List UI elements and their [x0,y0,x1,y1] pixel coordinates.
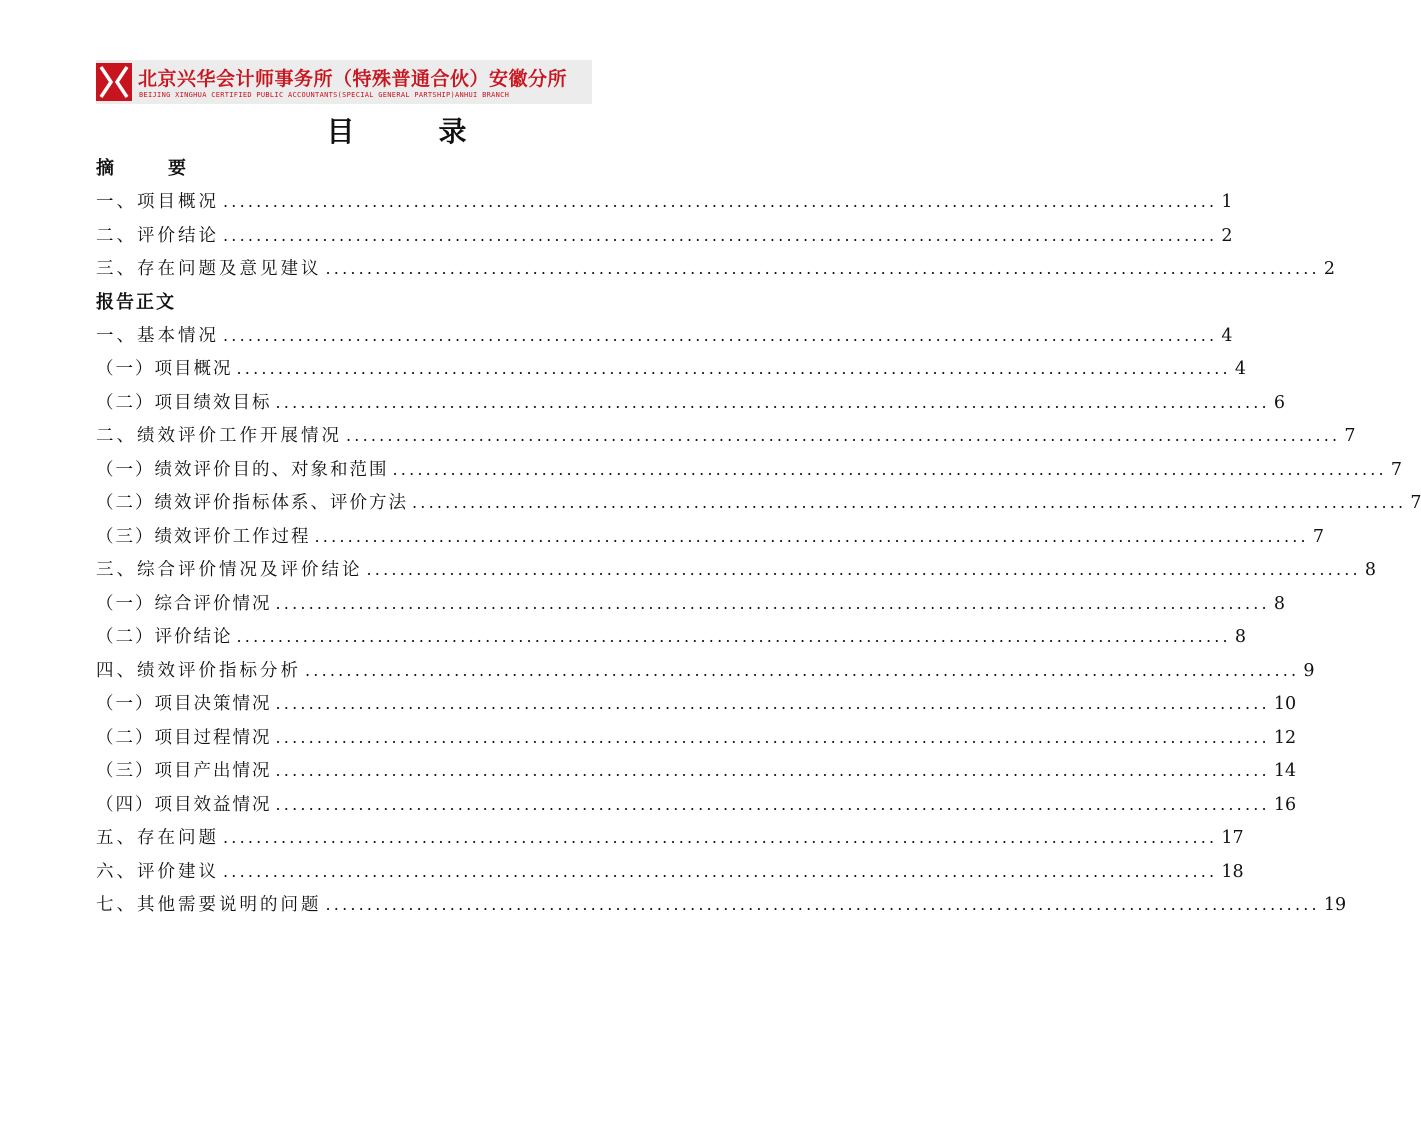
dot-leader: ........................................................................................................................ [275,794,1270,814]
firm-name-en: BEIJING XINGHUA CERTIFIED PUBLIC ACCOUNTANTS(SPECIAL GENERAL PARTSHIP)ANHUI BRANCH [139,91,510,99]
dot-leader: ........................................................................................................................ [325,895,1320,914]
dot-leader: ........................................................................................................................ [223,861,1218,881]
toc-entry[interactable] [96,386,1285,420]
toc-entry-page: 2 [1221,225,1233,246]
dot-leader: ........................................................................................................................ [346,426,1341,445]
dot-leader: ........................................................................................................................ [275,593,1270,613]
toc-entry-label: 四、绩效评价指标分析 [96,660,301,681]
toc-entry-label: 一、基本情况 [96,325,219,346]
dot-leader: ........................................................................................................................ [223,225,1218,245]
dot-leader: ........................................................................................................................ [305,660,1300,680]
summary-list [96,185,1335,286]
toc-entry-page: 7 [1312,526,1324,547]
dot-leader: ........................................................................................................................ [325,259,1320,278]
body-heading: 报告正文 [96,291,176,313]
toc-entry[interactable] [96,855,1244,889]
toc-entry[interactable] [96,486,1421,520]
toc-entry[interactable] [96,888,1347,922]
toc-entry-label: （二）项目过程情况 [96,727,272,748]
toc-entry-page: 8 [1234,627,1246,647]
table-of-contents [96,152,1421,922]
toc-entry[interactable] [96,520,1324,554]
toc-entry-label: 七、其他需要说明的问题 [96,895,322,915]
toc-entry[interactable] [96,687,1297,721]
toc-entry[interactable] [96,654,1315,688]
toc-entry-label: （二）项目绩效目标 [96,392,272,413]
toc-entry-label: （一）项目概况 [96,359,233,379]
toc-entry-page: 10 [1273,694,1297,714]
dot-leader: ........................................................................................................................ [392,459,1387,479]
toc-entry-page: 7 [1390,459,1402,480]
toc-entry[interactable] [96,352,1246,386]
dot-leader: ........................................................................................................................ [412,493,1407,512]
dot-leader: ........................................................................................................................ [275,727,1270,747]
toc-entry-label: （四）项目效益情况 [96,794,272,815]
dot-leader: ........................................................................................................................ [223,325,1218,345]
toc-entry-page: 16 [1273,794,1297,815]
dot-leader: ........................................................................................................................ [223,192,1218,211]
letterhead [96,60,592,104]
toc-title: 目 录 [326,115,495,148]
toc-entry-page: 1 [1221,192,1233,212]
toc-entry-page: 7 [1344,426,1356,446]
dot-leader: ........................................................................................................................ [366,560,1361,579]
toc-entry-page: 2 [1323,259,1335,279]
toc-entry[interactable] [96,419,1356,453]
toc-entry-label: （二）绩效评价指标体系、评价方法 [96,493,408,513]
toc-entry[interactable] [96,754,1297,788]
toc-entry[interactable] [96,252,1335,286]
toc-entry[interactable] [96,721,1297,755]
xinghua-logo-icon [96,63,132,101]
dot-leader: ........................................................................................................................ [275,694,1270,713]
toc-entry-page: 12 [1273,727,1297,748]
toc-entry-page: 8 [1273,593,1285,614]
body-list [96,319,1421,922]
toc-entry[interactable] [96,788,1297,822]
toc-entry-page: 8 [1364,560,1376,580]
toc-entry-label: （一）项目决策情况 [96,694,272,714]
toc-entry-label: 三、综合评价情况及评价结论 [96,560,363,580]
dot-leader: ........................................................................................................................ [314,526,1309,546]
toc-entry-label: （三）绩效评价工作过程 [96,526,311,547]
toc-entry[interactable] [96,319,1233,353]
toc-entry-page: 6 [1273,392,1285,413]
toc-entry-label: 三、存在问题及意见建议 [96,259,322,279]
toc-entry[interactable] [96,620,1246,654]
toc-entry[interactable] [96,219,1233,253]
toc-entry-page: 17 [1221,828,1244,848]
dot-leader: ........................................................................................................................ [223,828,1218,847]
toc-entry-page: 4 [1221,325,1233,346]
toc-entry-label: （一）综合评价情况 [96,593,272,614]
toc-entry-label: 一、项目概况 [96,192,219,212]
toc-entry-label: 二、绩效评价工作开展情况 [96,426,342,446]
toc-entry-page: 9 [1303,660,1315,681]
dot-leader: ........................................................................................................................ [275,392,1270,412]
toc-entry-label: 五、存在问题 [96,828,219,848]
toc-entry[interactable] [96,185,1233,219]
toc-entry[interactable] [96,453,1402,487]
toc-entry-label: 六、评价建议 [96,861,219,882]
toc-entry-label: （二）评价结论 [96,627,233,647]
toc-entry[interactable] [96,587,1285,621]
summary-heading: 摘 要 [96,158,204,179]
toc-entry-label: （三）项目产出情况 [96,761,272,781]
toc-entry-page: 14 [1273,761,1297,781]
dot-leader: ........................................................................................................................ [275,761,1270,780]
toc-entry-label: （一）绩效评价目的、对象和范围 [96,459,389,480]
dot-leader: ........................................................................................................................ [236,359,1231,378]
toc-entry-page: 18 [1221,861,1244,882]
toc-entry[interactable] [96,553,1376,587]
firm-name-cn: 北京兴华会计师事务所（特殊普通合伙）安徽分所 [138,68,568,90]
toc-entry-page: 4 [1234,359,1246,379]
toc-entry-page: 7 [1410,493,1421,513]
toc-entry[interactable] [96,821,1244,855]
toc-entry-page: 19 [1323,895,1347,915]
dot-leader: ........................................................................................................................ [236,627,1231,646]
toc-entry-label: 二、评价结论 [96,225,219,246]
